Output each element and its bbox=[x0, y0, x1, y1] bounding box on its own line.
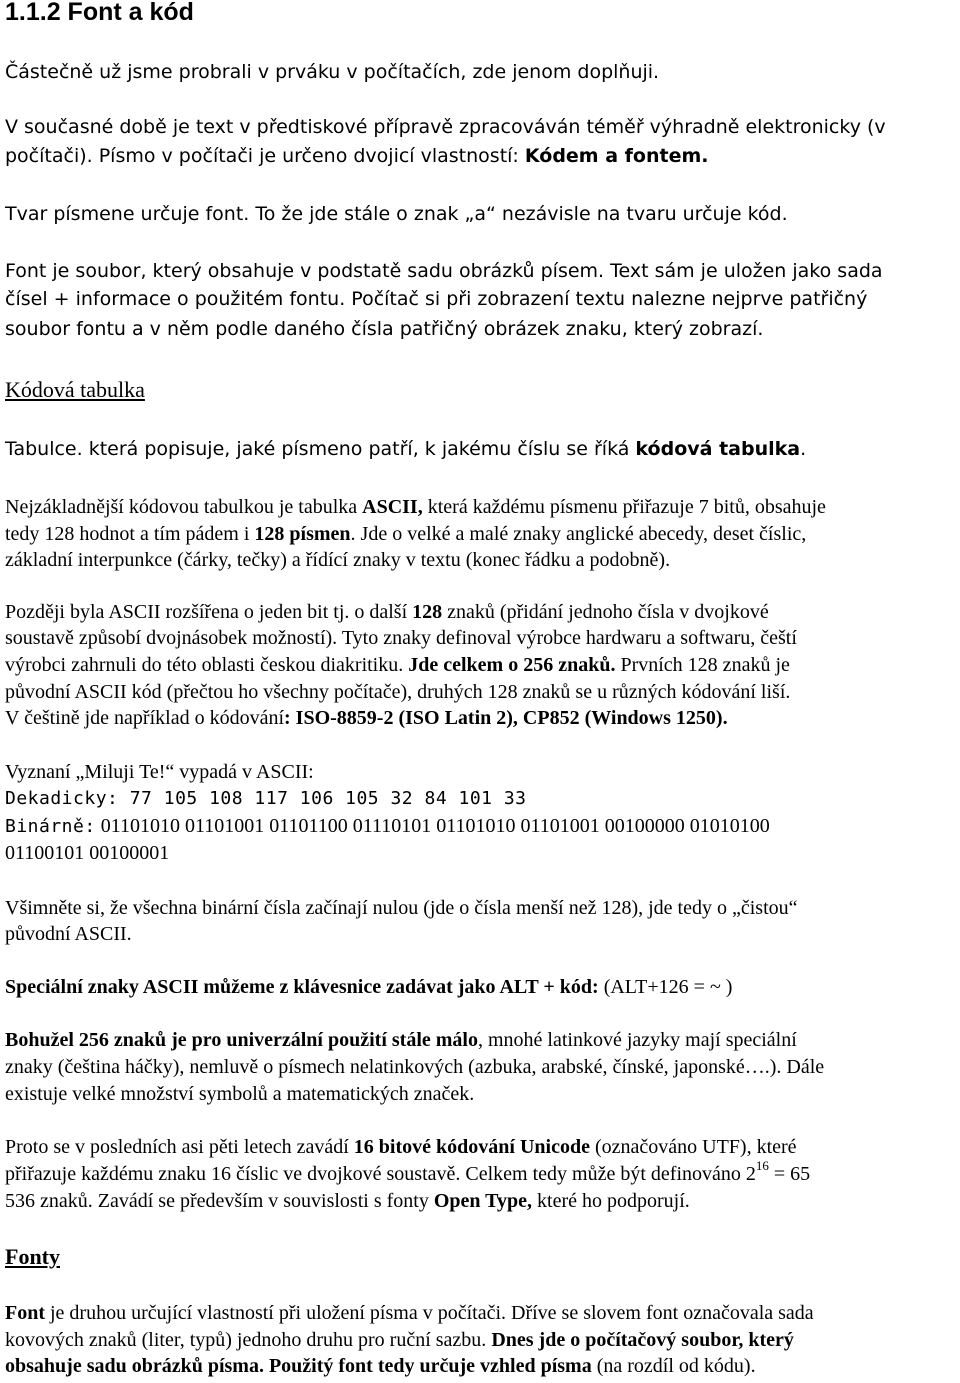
paragraph-line bbox=[5, 1158, 955, 1186]
paragraph-line: V současné době je text v předtiskové přípravě zpracováván téměř výhradně elektronicky (v bbox=[5, 116, 886, 138]
subsection-title-kodova-tabulka: Kódová tabulka bbox=[5, 377, 145, 402]
subsection-title-fonty: Fonty bbox=[5, 1244, 60, 1269]
paragraph-line bbox=[5, 1329, 955, 1352]
bold-text: Jde celkem o 256 znaků. bbox=[408, 654, 616, 676]
bold-text: 128 bbox=[412, 601, 443, 623]
text-run: . Jde o velké a malé znaky anglické abecedy, deset číslic, bbox=[350, 523, 807, 545]
paragraph-line bbox=[5, 976, 955, 999]
decimal-line bbox=[5, 788, 955, 809]
paragraph-line bbox=[5, 1355, 955, 1378]
text-run: , mnohé latinkové jazyky mají speciální bbox=[477, 1029, 797, 1051]
bold-text: Bohužel 256 znaků je pro univerzální použití stále málo bbox=[5, 1029, 478, 1051]
text-run: která každému písmenu přiřazuje 7 bitů, obsahuje bbox=[422, 496, 826, 518]
text-run: V češtině jde například o kódování bbox=[5, 707, 285, 729]
text-run: je druhou určující vlastností při uložení písma v počítači. Dříve se slovem font označovala sada bbox=[45, 1302, 814, 1324]
paragraph-line: původní ASCII kód (přečtou ho všechny počítače), druhých 128 znaků se u různých kódování liší. bbox=[5, 681, 791, 703]
text-run: 536 znaků. Zavádí se především v souvislosti s fonty bbox=[5, 1190, 434, 1212]
bold-text: ASCII, bbox=[362, 496, 423, 518]
text-run: Prvních 128 znaků je bbox=[615, 654, 790, 676]
bold-text: Open Type, bbox=[433, 1190, 533, 1212]
paragraph-line: základní interpunkce (čárky, tečky) a řídící znaky v textu (konec řádku a podobně). bbox=[5, 549, 671, 571]
paragraph-line: soubor fontu a v něm podle daného čísla patřičný obrázek znaku, který zobrazí. bbox=[5, 318, 764, 340]
example-title: Vyznaní „Miluji Te!“ vypadá v ASCII: bbox=[5, 761, 314, 783]
bold-text: 16 bitové kódování Unicode bbox=[353, 1136, 590, 1158]
paragraph-line bbox=[5, 707, 955, 730]
paragraph-line bbox=[5, 523, 955, 546]
paragraph-line: Všimněte si, že všechna binární čísla začínají nulou (jde o čísla menší než 128), jde tedy o „čistou“ bbox=[5, 897, 798, 919]
paragraph-line: znaky (čeština háčky), nemluvě o písmech nelatinkových (azbuka, arabské, čínské, japonské….). Dále bbox=[5, 1056, 825, 1078]
paragraph-line bbox=[5, 654, 955, 677]
superscript: 16 bbox=[755, 1158, 769, 1174]
paragraph-line bbox=[5, 601, 955, 624]
text-run: počítači). Písmo v počítači je určeno dvojicí vlastností: bbox=[5, 145, 525, 167]
paragraph-line bbox=[5, 496, 955, 519]
text-run: které ho podporují. bbox=[532, 1190, 690, 1212]
text-run: = 65 bbox=[768, 1163, 811, 1185]
text-run: Nejzákladnější kódovou tabulkou je tabulka bbox=[5, 496, 363, 518]
paragraph-line: čísel + informace o použitém fontu. Počítač si při zobrazení textu nalezne nejprve patřičný bbox=[5, 288, 868, 310]
paragraph-line: soustavě způsobí dvojnásobek možností). Tyto znaky definoval výrobce hardwaru a softwaru, čeští bbox=[5, 627, 797, 649]
decimal-label: Dekadicky: bbox=[5, 788, 130, 809]
paragraph-line: Tvar písmene určuje font. To že jde stále o znak „a“ nezávisle na tvaru určuje kód. bbox=[5, 203, 788, 225]
text-run: výrobci zahrnuli do této oblasti českou diakritiku. bbox=[5, 654, 409, 676]
text-run: . bbox=[800, 438, 807, 460]
decimal-values: 77 105 108 117 106 105 32 84 101 33 bbox=[129, 788, 527, 809]
bold-text: obsahuje sadu obrázků písma. Použitý font tedy určuje vzhled písma bbox=[5, 1355, 592, 1377]
paragraph-line bbox=[5, 1190, 955, 1213]
paragraph-line: Font je soubor, který obsahuje v podstatě sadu obrázků písem. Text sám je uložen jako sada bbox=[5, 260, 883, 282]
text-run: znaků (přidání jednoho čísla v dvojkové bbox=[442, 601, 769, 623]
paragraph-line: původní ASCII. bbox=[5, 923, 132, 945]
bold-text: 128 písmen bbox=[254, 523, 351, 545]
text-run: Tabulce. která popisuje, jaké písmeno patří, k jakému číslu se říká bbox=[5, 438, 636, 460]
text-run: kovových znaků (liter, typů) jednoho druhu pro ruční sazbu. bbox=[5, 1329, 492, 1351]
text-run: (ALT+126 = ~ ) bbox=[598, 976, 733, 998]
text-run: Proto se v posledních asi pěti letech zavádí bbox=[5, 1136, 354, 1158]
bold-text: Kódem a fontem. bbox=[524, 145, 709, 167]
paragraph-line bbox=[5, 1029, 955, 1052]
binary-label: Binárně: bbox=[5, 816, 96, 837]
bold-text: kódová tabulka bbox=[635, 438, 801, 460]
text-run: tedy 128 hodnot a tím pádem i bbox=[5, 523, 255, 545]
text-run: (označováno UTF), které bbox=[589, 1136, 797, 1158]
paragraph-line: existuje velké množství symbolů a matematických značek. bbox=[5, 1083, 475, 1105]
text-run: (na rozdíl od kódu). bbox=[591, 1355, 756, 1377]
intro-paragraph: Částečně už jsme probrali v prváku v počítačích, zde jenom doplňuji. bbox=[5, 61, 660, 83]
paragraph-line bbox=[5, 1136, 955, 1159]
bold-text: Speciální znaky ASCII můžeme z klávesnice zadávat jako ALT + kód: bbox=[5, 976, 599, 998]
paragraph-line bbox=[5, 438, 955, 460]
bold-text: Font bbox=[5, 1302, 45, 1324]
bold-text: Dnes jde o počítačový soubor, který bbox=[491, 1329, 794, 1351]
bold-text: : ISO-8859-2 (ISO Latin 2), CP852 (Windows 1250). bbox=[284, 707, 728, 729]
paragraph-line bbox=[5, 1302, 955, 1325]
text-run: přiřazuje každému znaku 16 číslic ve dvojkové soustavě. Celkem tedy může být definováno 2 bbox=[5, 1163, 756, 1185]
paragraph-line bbox=[5, 145, 955, 167]
text-run: Později byla ASCII rozšířena o jeden bit tj. o další bbox=[5, 601, 413, 623]
section-heading: 1.1.2 Font a kód bbox=[5, 0, 194, 26]
binary-values: 01101010 01101001 01101100 01110101 01101010 01101001 00100000 01010100 bbox=[95, 815, 770, 837]
binary-values-continued: 01100101 00100001 bbox=[5, 842, 170, 864]
binary-line bbox=[5, 815, 955, 838]
